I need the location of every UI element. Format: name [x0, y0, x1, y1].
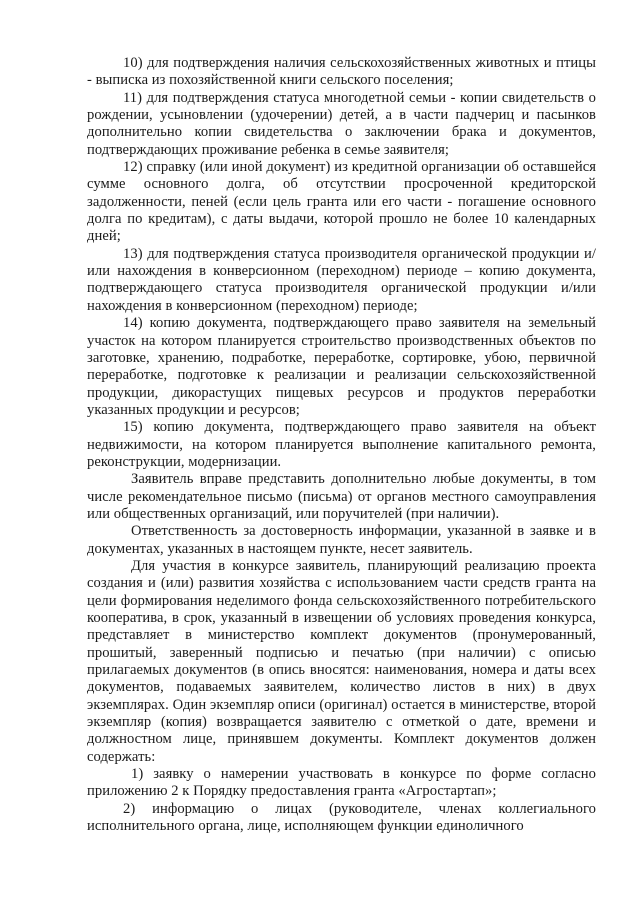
paragraph-participation-conditions: Для участия в конкурсе заявитель, планирующий реализацию проекта создания и (или) развития хозяйства с использованием части средств гранта на цели формирования неделимого фонда сельскохозяйственного потребительского кооператива, в срок, указанный в извещении об условиях проведения конкурса, представляет в министерство комплект документов (пронумерованный, прошитый, заверенный подписью и печатью (при наличии) с описью прилагаемых документов (в опись вносятся: наименования, номера и даты всех документов, подаваемых заявителем, количество листов в них) в двух экземплярах. Один экземпляр описи (оригинал) остается в министерстве, второй экземпляр (копия) возвращается заявителю с отметкой о дате, времени и должностном лице, принявшем документы. Комплект документов должен содержать:	[87, 557, 596, 765]
paragraph-additional-documents: Заявитель вправе представить дополнительно любые документы, в том числе рекомендательное письмо (письма) от органов местного самоуправления или общественных организаций, или поручителей (при наличии).	[87, 471, 596, 522]
paragraph-item-10: 10) для подтверждения наличия сельскохозяйственных животных и птицы - выписка из похозяйственной книги сельского поселения;	[87, 55, 596, 89]
paragraph-item-15: 15) копию документа, подтверждающего право заявителя на объект недвижимости, на котором планируется выполнение капитального ремонта, реконструкции, модернизации.	[87, 419, 596, 470]
paragraph-responsibility: Ответственность за достоверность информации, указанной в заявке и в документах, указанных в настоящем пункте, несет заявитель.	[87, 523, 596, 557]
paragraph-item-13: 13) для подтверждения статуса производителя органической продукции и/или нахождения в конверсионном (переходном) периоде – копию документа, подтверждающего статуса производителя органической продукции и/или нахождения в конверсионном (переходном) периоде;	[87, 245, 596, 314]
paragraph-item-14: 14) копию документа, подтверждающего право заявителя на земельный участок на котором планируется строительство производственных объектов по заготовке, хранению, подработке, переработке, сортировке, убою, первичной переработке, подготовке к реализации и реализации сельскохозяйственной продукции, дикорастущих пищевых ресурсов и продуктов переработки указанных продукции и ресурсов;	[87, 315, 596, 418]
paragraph-item-11: 11) для подтверждения статуса многодетной семьи - копии свидетельств о рождении, усыновлении (удочерении) детей, а в части падчериц и пасынков дополнительно копии свидетельства о заключении брака и документов, подтверждающих проживание ребенка в семье заявителя;	[87, 89, 596, 158]
paragraph-list-item-1: 1) заявку о намерении участвовать в конкурсе по форме согласно приложению 2 к Порядку предоставления гранта «Агростартап»;	[87, 766, 596, 800]
document-body	[87, 55, 596, 835]
paragraph-item-12: 12) справку (или иной документ) из кредитной организации об оставшейся сумме основного долга, об отсутствии просроченной кредиторской задолженности, пеней (если цель гранта или его части - погашение основного долга по кредитам), с даты выдачи, которой прошло не более 10 календарных дней;	[87, 159, 596, 245]
paragraph-list-item-2: 2) информацию о лицах (руководителе, членах коллегиального исполнительного органа, лице, исполняющем функции единоличного	[87, 800, 596, 835]
